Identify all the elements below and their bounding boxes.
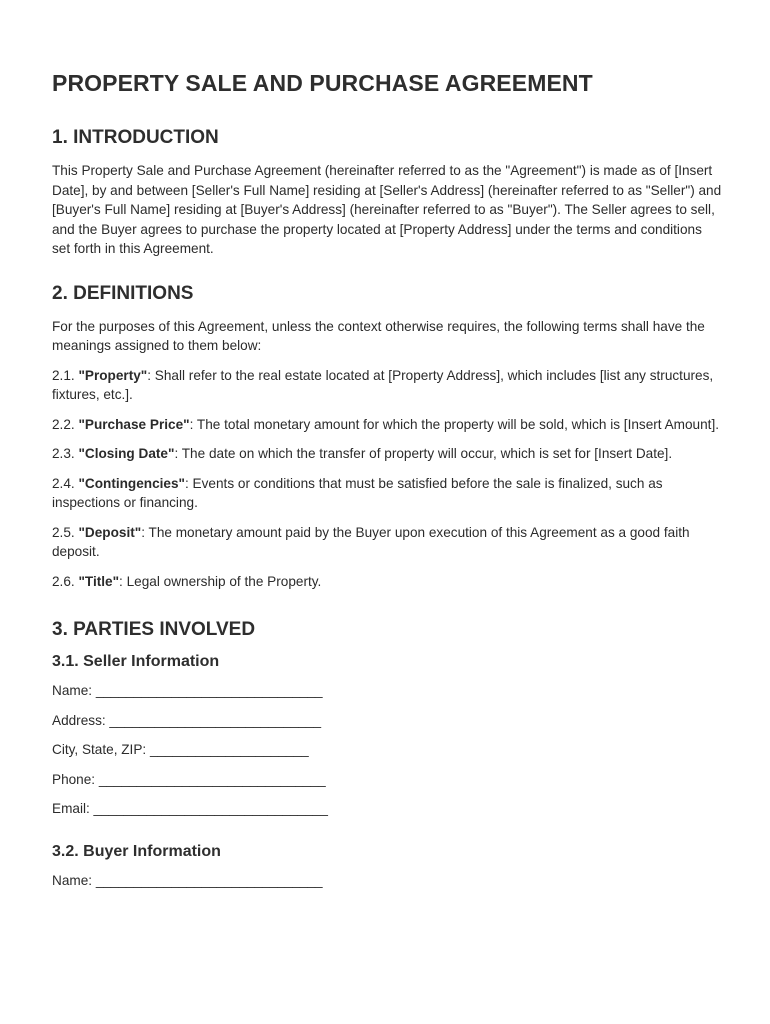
seller-city-state-zip-field[interactable]: City, State, ZIP: _____________________ <box>52 742 309 757</box>
definition-text: : The monetary amount paid by the Buyer upon execution of this Agreement as a good faith deposit. <box>52 524 690 559</box>
definition-number: 2.5. <box>52 524 79 540</box>
definitions-section <box>52 283 722 592</box>
definitions-heading: 2. DEFINITIONS <box>52 282 194 304</box>
definition-text: : Events or conditions that must be satisfied before the sale is finalized, such as inspections or financing. <box>52 475 663 510</box>
definition-number: 2.4. <box>52 475 79 491</box>
seller-email-field[interactable]: Email: _______________________________ <box>52 801 328 816</box>
definition-closing-date <box>52 444 722 464</box>
definition-deposit <box>52 523 722 562</box>
introduction-text: This Property Sale and Purchase Agreement (hereinafter referred to as the "Agreement") is made as of [Insert Date], by and between [Seller's Full Name] residing at [Seller's Address] (hereinafter referred to as "Seller") and [Buyer's Full Name] residing at [Buyer's Address] (hereinafter referred to as "Buyer"). The Seller agrees to sell, and the Buyer agrees to purchase the property located at [Property Address] under the terms and conditions set forth in this Agreement. <box>52 163 722 256</box>
definition-contingencies <box>52 474 722 513</box>
definition-term: "Property" <box>78 367 148 383</box>
definition-term: "Contingencies" <box>78 475 185 491</box>
seller-info-heading: 3.1. Seller Information <box>52 653 220 670</box>
definition-term: "Closing Date" <box>78 446 175 461</box>
definition-number: 2.3. <box>52 446 79 461</box>
seller-name-field[interactable]: Name: ______________________________ <box>52 683 323 698</box>
definition-number: 2.1. <box>52 367 79 383</box>
introduction-section <box>52 127 722 259</box>
document-page <box>52 70 722 900</box>
seller-address-field[interactable]: Address: ____________________________ <box>52 712 322 728</box>
definition-term: "Title" <box>78 573 120 589</box>
introduction-heading: 1. INTRODUCTION <box>52 127 219 148</box>
document-title: PROPERTY SALE AND PURCHASE AGREEMENT <box>52 70 593 96</box>
definition-number: 2.2. <box>52 416 79 432</box>
definition-text: : The date on which the transfer of property will occur, which is set for [Insert Date]. <box>174 446 673 461</box>
parties-heading: 3. PARTIES INVOLVED <box>52 619 256 640</box>
definition-term: "Purchase Price" <box>78 416 190 432</box>
definition-property <box>52 366 722 405</box>
buyer-info-heading: 3.2. Buyer Information <box>52 842 221 860</box>
definition-text: : Legal ownership of the Property. <box>119 573 322 589</box>
definition-purchase-price <box>52 415 722 435</box>
definitions-lead: For the purposes of this Agreement, unless the context otherwise requires, the following terms shall have the meanings assigned to them below: <box>52 318 705 353</box>
definition-title <box>52 572 722 592</box>
definition-text: : Shall refer to the real estate located at [Property Address], which includes [list any structures, fixtures, etc.]. <box>52 367 714 402</box>
seller-phone-field[interactable]: Phone: ______________________________ <box>52 771 326 787</box>
parties-section <box>52 619 722 890</box>
definition-number: 2.6. <box>52 573 79 589</box>
definition-term: "Deposit" <box>78 524 142 540</box>
buyer-name-field[interactable]: Name: ______________________________ <box>52 872 323 888</box>
definition-text: : The total monetary amount for which the property will be sold, which is [Insert Amount]. <box>189 416 719 432</box>
